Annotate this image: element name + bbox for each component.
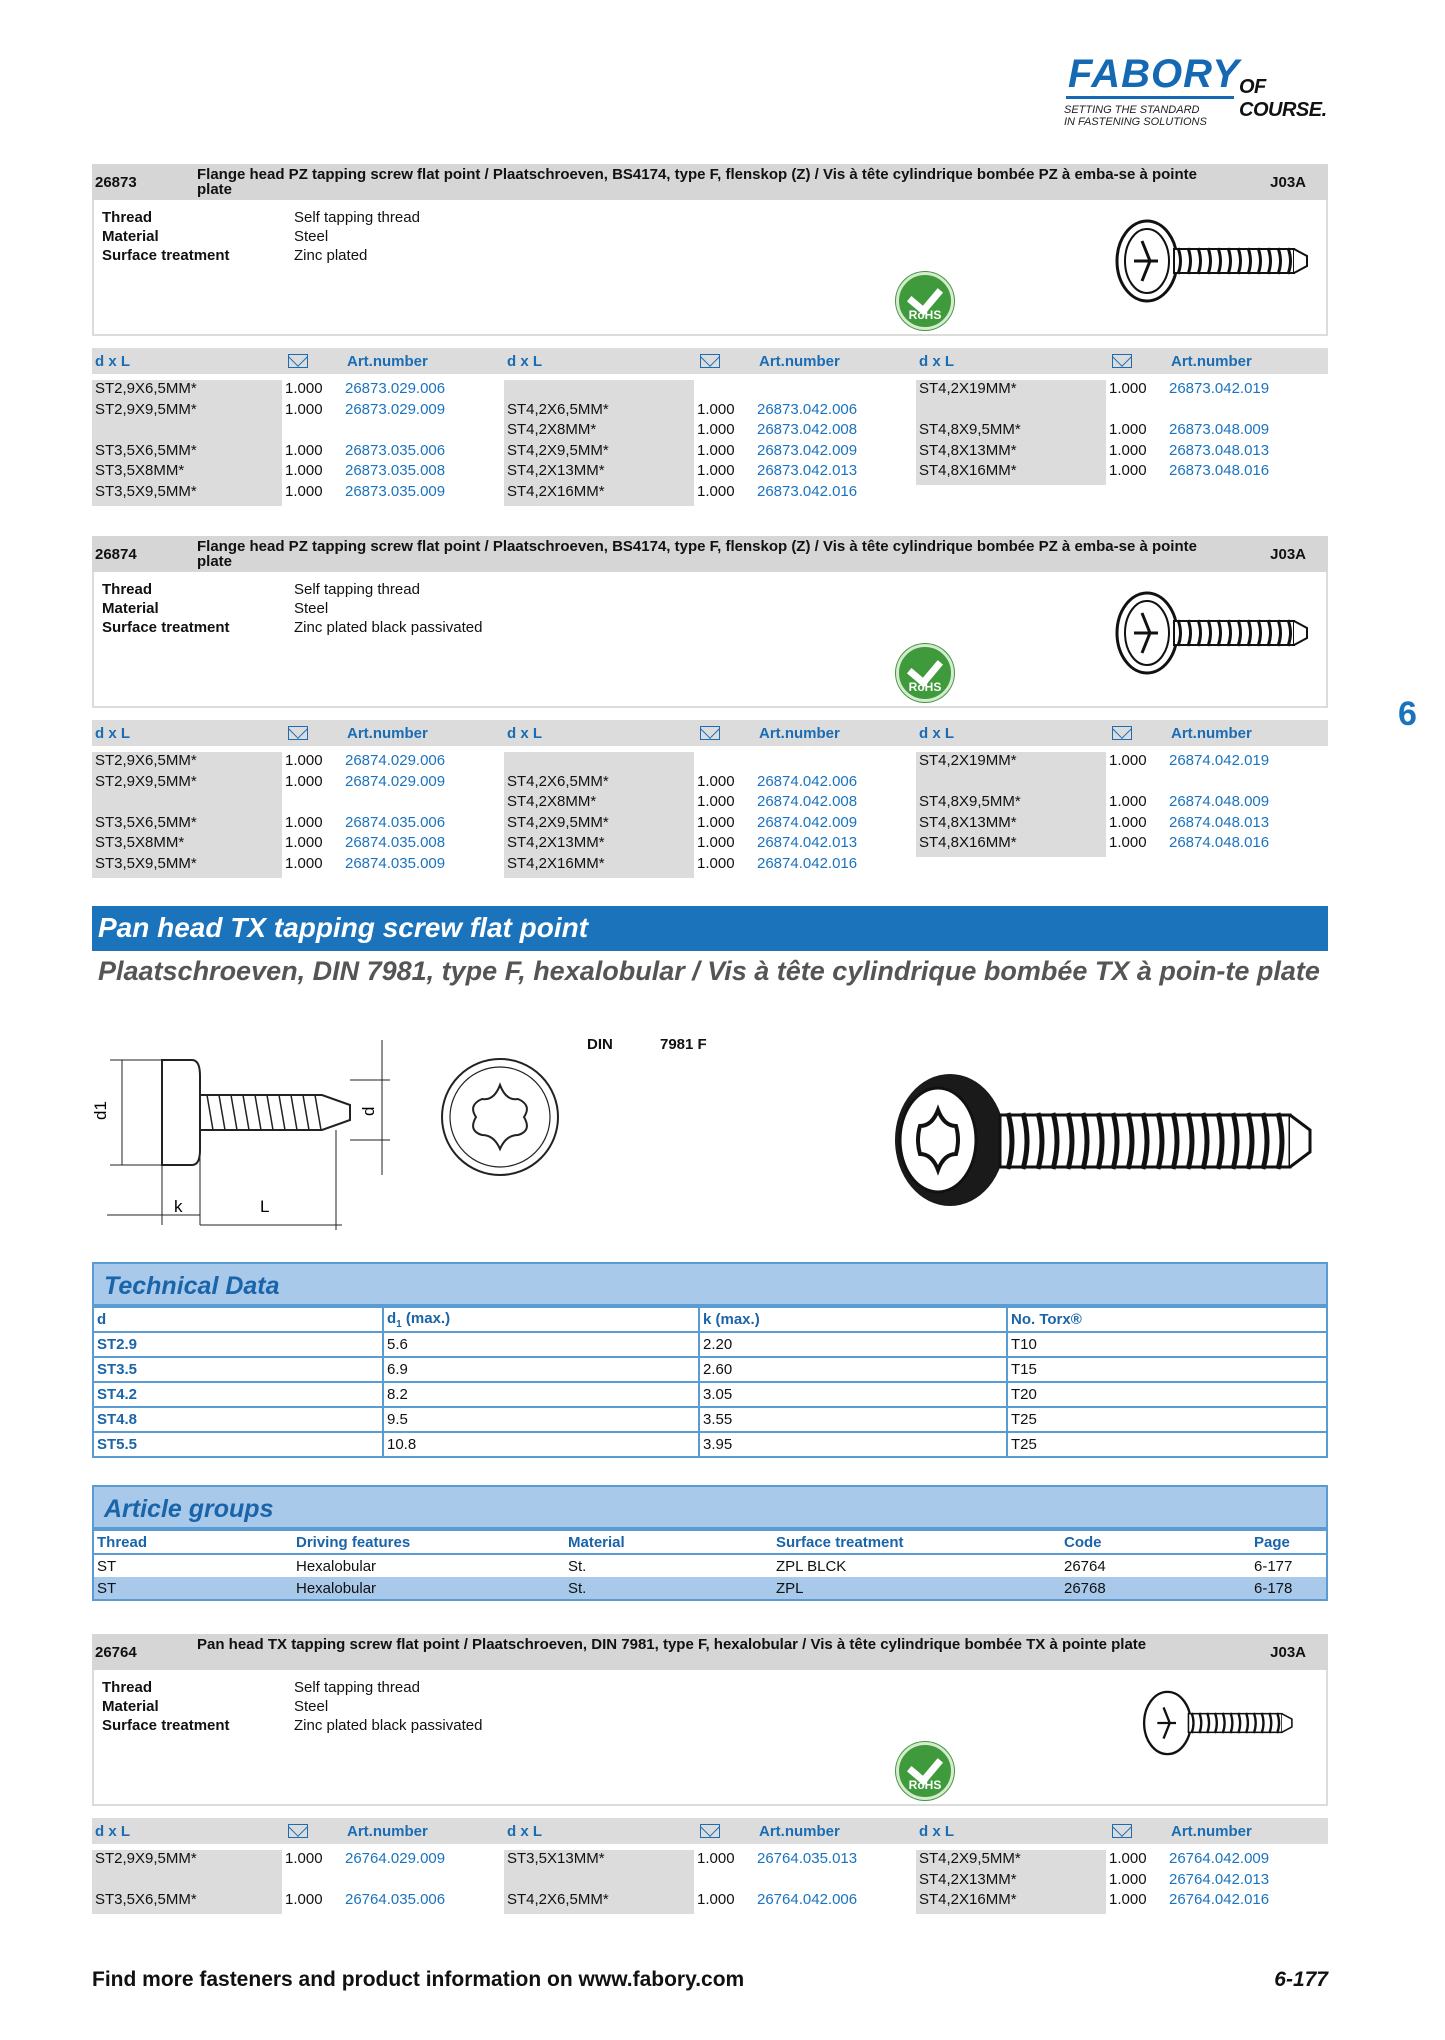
property-label: Surface treatment <box>102 247 230 264</box>
item-quantity: 1.000 <box>1109 1891 1147 1909</box>
tech-cell: 6.9 <box>383 1357 699 1382</box>
item-art-number-link[interactable]: 26873.048.009 <box>1169 421 1270 439</box>
ag-header: Page <box>1251 1530 1327 1554</box>
item-quantity: 1.000 <box>285 752 323 769</box>
item-size: ST4,2X13MM* <box>507 462 605 480</box>
ag-cell: Hexalobular <box>296 1557 377 1575</box>
item-quantity: 1.000 <box>697 772 735 790</box>
item-size: ST4,2X13MM* <box>507 834 605 852</box>
item-art-number-link[interactable]: 26764.035.013 <box>757 1850 858 1867</box>
product-header-26873 <box>92 164 1328 200</box>
technical-data-title: Technical Data <box>92 1262 1328 1306</box>
label-d: d <box>359 1106 378 1116</box>
item-size: ST4,2X16MM* <box>507 855 605 872</box>
tech-cell: 3.55 <box>699 1407 1007 1432</box>
listing-col-art: Art.number <box>759 725 840 742</box>
item-size: ST4,8X9,5MM* <box>919 793 1021 811</box>
rohs-label: RoHS <box>908 308 942 322</box>
item-art-number-link[interactable]: 26873.042.006 <box>757 400 858 418</box>
product-screw-image <box>1118 1688 1318 1763</box>
item-art-number-link[interactable]: 26874.035.008 <box>345 834 446 852</box>
envelope-icon <box>700 726 720 740</box>
item-art-number-link[interactable]: 26873.048.013 <box>1169 441 1270 459</box>
item-quantity: 1.000 <box>697 793 735 811</box>
item-size: ST4,2X9,5MM* <box>919 1850 1021 1867</box>
listing-col-art: Art.number <box>759 353 840 370</box>
item-size: ST3,5X8MM* <box>95 462 185 480</box>
chapter-tab: 6 <box>1398 695 1417 733</box>
item-size: ST3,5X6,5MM* <box>95 1891 197 1909</box>
item-art-number-link[interactable]: 26873.048.016 <box>1169 462 1270 480</box>
item-size: ST2,9X6,5MM* <box>95 752 197 769</box>
product-group-code: J03A <box>1270 1644 1306 1661</box>
item-size: ST2,9X9,5MM* <box>95 400 197 418</box>
item-art-number-link[interactable]: 26873.042.008 <box>757 421 858 439</box>
ag-cell: St. <box>568 1557 587 1575</box>
item-art-number-link[interactable]: 26874.048.016 <box>1169 834 1270 852</box>
property-label: Thread <box>102 1679 153 1696</box>
ag-cell: 26764 <box>1064 1557 1106 1575</box>
tech-row <box>93 1382 1327 1407</box>
item-size: ST4,2X9,5MM* <box>507 813 609 831</box>
item-quantity: 1.000 <box>285 380 323 397</box>
torx-head-view <box>438 1055 563 1180</box>
property-label: Surface treatment <box>102 619 230 636</box>
property-value: Zinc plated black passivated <box>294 1717 483 1734</box>
tech-cell: T25 <box>1007 1407 1327 1432</box>
listing-col-dxl: d x L <box>507 353 543 370</box>
item-art-number-link[interactable]: 26873.029.006 <box>345 380 446 397</box>
tech-cell: 10.8 <box>383 1432 699 1457</box>
property-value: Steel <box>294 1698 329 1715</box>
listing-col-dxl: d x L <box>919 1823 955 1840</box>
item-size: ST4,2X9,5MM* <box>507 441 609 459</box>
ag-header: Driving features <box>293 1530 565 1554</box>
item-quantity: 1.000 <box>697 1891 735 1909</box>
item-size: ST4,2X16MM* <box>507 483 605 500</box>
envelope-icon <box>288 1824 308 1838</box>
property-value: Self tapping thread <box>294 581 420 598</box>
property-value: Self tapping thread <box>294 1679 420 1696</box>
item-quantity: 1.000 <box>285 1891 323 1909</box>
item-quantity: 1.000 <box>285 400 323 418</box>
property-value: Self tapping thread <box>294 209 420 226</box>
ag-header: Thread <box>93 1530 293 1554</box>
product-title: Flange head PZ tapping screw flat point / Plaatschroeven, BS4174, type F, flenskop (Z) / Vis à tête cylindrique bombée PZ à emba-se à pointe plate <box>197 166 1197 198</box>
logo-suffix: OF COURSE. <box>1239 76 1327 121</box>
rohs-badge-icon <box>896 644 954 702</box>
item-quantity: 1.000 <box>285 772 323 790</box>
item-art-number-link[interactable]: 26874.048.013 <box>1169 813 1270 831</box>
pan-head-screw-photo <box>890 1070 1315 1210</box>
product-group-code: J03A <box>1270 174 1306 191</box>
item-quantity: 1.000 <box>285 834 323 852</box>
property-value: Steel <box>294 600 329 617</box>
item-quantity: 1.000 <box>1109 421 1147 439</box>
listing-col-art: Art.number <box>347 353 428 370</box>
property-label: Surface treatment <box>102 1717 230 1734</box>
item-size: ST4,8X13MM* <box>919 813 1017 831</box>
item-quantity: 1.000 <box>697 462 735 480</box>
ag-cell: Hexalobular <box>293 1577 565 1600</box>
envelope-icon <box>1112 1824 1132 1838</box>
article-groups-table <box>92 1529 1328 1601</box>
ag-header: Code <box>1061 1530 1251 1554</box>
item-quantity: 1.000 <box>1109 380 1147 397</box>
tech-cell: ST3.5 <box>93 1357 383 1382</box>
item-quantity: 1.000 <box>697 421 735 439</box>
section-title: Pan head TX tapping screw flat point <box>98 912 589 943</box>
tech-cell: 2.20 <box>699 1332 1007 1357</box>
tech-cell: 2.60 <box>699 1357 1007 1382</box>
listing-col-dxl: d x L <box>507 725 543 742</box>
item-size: ST4,2X13MM* <box>919 1870 1017 1888</box>
item-art-number-link[interactable]: 26874.035.006 <box>345 813 446 831</box>
label-L: L <box>260 1197 270 1216</box>
item-quantity: 1.000 <box>1109 441 1147 459</box>
section-subtitle: Plaatschroeven, DIN 7981, type F, hexalobular / Vis à tête cylindrique bombée TX à poin-te plate <box>98 956 1320 986</box>
din-label: DIN <box>587 1036 613 1053</box>
label-d1: d1 <box>92 1101 110 1120</box>
item-size: ST4,8X16MM* <box>919 834 1017 852</box>
item-art-number-link[interactable]: 26874.029.006 <box>345 752 446 769</box>
th-d1: $d_1$ (max.) <box>383 1307 699 1332</box>
listing-col-dxl: d x L <box>95 725 131 742</box>
ag-cell: St. <box>565 1577 773 1600</box>
item-size: ST3,5X6,5MM* <box>95 813 197 831</box>
envelope-icon <box>288 354 308 368</box>
envelope-icon <box>288 726 308 740</box>
item-quantity: 1.000 <box>1109 793 1147 811</box>
item-quantity: 1.000 <box>285 483 323 500</box>
property-value: Zinc plated black passivated <box>294 619 483 636</box>
item-art-number-link[interactable]: 26873.029.009 <box>345 400 446 418</box>
listing-header <box>92 1818 1328 1844</box>
listing-col-dxl: d x L <box>507 1823 543 1840</box>
product-code: 26764 <box>95 1644 137 1661</box>
th-d: d <box>93 1307 383 1332</box>
footer-text: Find more fasteners and product information on www.fabory.com <box>92 1968 745 1991</box>
tech-cell: ST5.5 <box>93 1432 383 1457</box>
listing-col-art: Art.number <box>347 1823 428 1840</box>
logo-underline <box>1066 96 1234 99</box>
tech-cell: 5.6 <box>383 1332 699 1357</box>
tech-row <box>93 1332 1327 1357</box>
ag-cell: ZPL <box>773 1577 1061 1600</box>
ag-cell: ZPL BLCK <box>776 1557 847 1575</box>
rohs-label: RoHS <box>908 1778 942 1792</box>
rohs-label: RoHS <box>908 680 942 694</box>
th-torx: No. Torx® <box>1007 1307 1327 1332</box>
item-quantity: 1.000 <box>1109 834 1147 852</box>
tech-cell: ST4.8 <box>93 1407 383 1432</box>
rohs-badge-icon <box>896 1742 954 1800</box>
product-header-26764 <box>92 1634 1328 1670</box>
listing-col-dxl: d x L <box>95 353 131 370</box>
tech-row <box>93 1407 1327 1432</box>
item-size: ST2,9X9,5MM* <box>95 1850 197 1867</box>
item-art-number-link[interactable]: 26764.042.006 <box>757 1891 858 1909</box>
property-value: Zinc plated <box>294 247 368 264</box>
tech-cell: ST4.2 <box>93 1382 383 1407</box>
product-title: Pan head TX tapping screw flat point / Plaatschroeven, DIN 7981, type F, hexalobular / Vis à tête cylindrique bombée TX à pointe plate <box>197 1636 1147 1653</box>
item-size: ST4,2X19MM* <box>919 752 1017 769</box>
item-size: ST4,8X13MM* <box>919 441 1017 459</box>
item-art-number-link[interactable]: 26764.029.009 <box>345 1850 446 1867</box>
product-title: Flange head PZ tapping screw flat point / Plaatschroeven, BS4174, type F, flenskop (Z) / Vis à tête cylindrique bombée PZ à emba-se à pointe plate <box>197 538 1197 570</box>
item-size: ST4,2X8MM* <box>507 793 597 811</box>
item-art-number-link[interactable]: 26873.042.013 <box>757 462 858 480</box>
item-art-number-link[interactable]: 26874.042.008 <box>757 793 858 811</box>
item-size: ST2,9X6,5MM* <box>95 380 197 397</box>
product-screw-image <box>1112 588 1312 683</box>
item-size: ST3,5X9,5MM* <box>95 855 197 872</box>
item-art-number-link[interactable]: 26874.035.009 <box>345 855 446 872</box>
item-quantity: 1.000 <box>1109 1870 1147 1888</box>
envelope-icon <box>1112 726 1132 740</box>
tech-cell: T10 <box>1007 1332 1327 1357</box>
item-quantity: 1.000 <box>697 834 735 852</box>
item-quantity: 1.000 <box>1109 752 1147 769</box>
tech-cell: 8.2 <box>383 1382 699 1407</box>
ag-header: Surface treatment <box>773 1530 1061 1554</box>
property-label: Material <box>102 600 159 617</box>
technical-drawing <box>92 1040 412 1235</box>
item-size: ST3,5X9,5MM* <box>95 483 197 500</box>
property-label: Material <box>102 228 159 245</box>
screw-dimension-drawing <box>92 1040 412 1235</box>
item-quantity: 1.000 <box>285 462 323 480</box>
listing-col-art: Art.number <box>1171 1823 1252 1840</box>
listing-header <box>92 720 1328 746</box>
item-art-number-link[interactable]: 26873.035.009 <box>345 483 446 500</box>
item-quantity: 1.000 <box>1109 813 1147 831</box>
th-k: k (max.) <box>699 1307 1007 1332</box>
property-label: Thread <box>102 581 153 598</box>
item-art-number-link[interactable]: 26874.042.019 <box>1169 752 1270 769</box>
product-code: 26873 <box>95 174 137 191</box>
item-size: ST4,2X16MM* <box>919 1891 1017 1909</box>
listing-col-dxl: d x L <box>919 353 955 370</box>
item-size: ST4,2X6,5MM* <box>507 772 609 790</box>
item-size: ST3,5X6,5MM* <box>95 441 197 459</box>
item-size: ST4,2X19MM* <box>919 380 1017 397</box>
listing-col-art: Art.number <box>759 1823 840 1840</box>
tech-cell: ST2.9 <box>93 1332 383 1357</box>
item-size: ST4,2X8MM* <box>507 421 597 439</box>
property-label: Material <box>102 1698 159 1715</box>
envelope-icon <box>1112 354 1132 368</box>
page-number: 6-177 <box>1274 1968 1328 1991</box>
item-art-number-link[interactable]: 26874.029.009 <box>345 772 446 790</box>
item-art-number-link[interactable]: 26873.035.008 <box>345 462 446 480</box>
item-art-number-link[interactable]: 26764.042.013 <box>1169 1870 1270 1888</box>
ag-cell: 26768 <box>1061 1577 1251 1600</box>
item-quantity: 1.000 <box>697 1850 735 1867</box>
item-size: ST2,9X9,5MM* <box>95 772 197 790</box>
item-quantity: 1.000 <box>697 400 735 418</box>
logo-tagline: SETTING THE STANDARD IN FASTENING SOLUTIONS <box>1064 104 1207 128</box>
item-size: ST4,2X6,5MM* <box>507 1891 609 1909</box>
item-art-number-link[interactable]: 26873.042.009 <box>757 441 858 459</box>
ag-header: Material <box>565 1530 773 1554</box>
property-value: Steel <box>294 228 329 245</box>
item-quantity: 1.000 <box>697 813 735 831</box>
article-group-row[interactable] <box>93 1554 1327 1577</box>
item-art-number-link[interactable]: 26764.042.009 <box>1169 1850 1270 1867</box>
product-group-code: J03A <box>1270 546 1306 563</box>
item-art-number-link[interactable]: 26764.035.006 <box>345 1891 446 1909</box>
envelope-icon <box>700 1824 720 1838</box>
listing-col-art: Art.number <box>347 725 428 742</box>
label-k: k <box>174 1197 183 1216</box>
product-screw-image <box>1112 216 1312 311</box>
item-quantity: 1.000 <box>285 441 323 459</box>
tech-cell: 3.05 <box>699 1382 1007 1407</box>
listing-header <box>92 348 1328 374</box>
item-quantity: 1.000 <box>285 813 323 831</box>
item-quantity: 1.000 <box>285 1850 323 1867</box>
listing-col-dxl: d x L <box>95 1823 131 1840</box>
tech-row <box>93 1357 1327 1382</box>
item-art-number-link[interactable]: 26873.042.016 <box>757 483 858 500</box>
item-art-number-link[interactable]: 26874.048.009 <box>1169 793 1270 811</box>
tech-cell: 3.95 <box>699 1432 1007 1457</box>
logo-brand: FABORY <box>1068 52 1240 96</box>
listing-col-art: Art.number <box>1171 725 1252 742</box>
article-group-row[interactable] <box>93 1577 1327 1600</box>
item-quantity: 1.000 <box>697 483 735 500</box>
item-art-number-link[interactable]: 26874.042.006 <box>757 772 858 790</box>
ag-cell: 6-178 <box>1251 1577 1327 1600</box>
item-size: ST4,2X6,5MM* <box>507 400 609 418</box>
ag-cell: ST <box>93 1577 293 1600</box>
tech-cell: T25 <box>1007 1432 1327 1457</box>
item-art-number-link[interactable]: 26873.035.006 <box>345 441 446 459</box>
technical-data-table <box>92 1306 1328 1458</box>
listing-col-dxl: d x L <box>919 725 955 742</box>
tech-cell: T20 <box>1007 1382 1327 1407</box>
product-header-26874 <box>92 536 1328 572</box>
item-quantity: 1.000 <box>1109 462 1147 480</box>
item-art-number-link[interactable]: 26874.042.016 <box>757 855 858 872</box>
item-art-number-link[interactable]: 26874.042.013 <box>757 834 858 852</box>
item-size: ST3,5X13MM* <box>507 1850 605 1867</box>
ag-cell: ST <box>97 1557 117 1575</box>
property-label: Thread <box>102 209 153 226</box>
item-quantity: 1.000 <box>285 855 323 872</box>
item-art-number-link[interactable]: 26764.042.016 <box>1169 1891 1270 1909</box>
fabory-logo <box>1062 52 1352 132</box>
listing-col-art: Art.number <box>1171 353 1252 370</box>
rohs-badge-icon <box>896 272 954 330</box>
section-title-bar <box>92 906 1328 951</box>
item-quantity: 1.000 <box>1109 1850 1147 1867</box>
tech-cell: 9.5 <box>383 1407 699 1432</box>
item-size: ST3,5X8MM* <box>95 834 185 852</box>
envelope-icon <box>700 354 720 368</box>
article-groups-title: Article groups <box>92 1485 1328 1529</box>
item-size: ST4,8X9,5MM* <box>919 421 1021 439</box>
item-art-number-link[interactable]: 26873.042.019 <box>1169 380 1270 397</box>
item-quantity: 1.000 <box>697 855 735 872</box>
ag-cell: 6-177 <box>1254 1557 1293 1575</box>
item-quantity: 1.000 <box>697 441 735 459</box>
product-code: 26874 <box>95 546 137 563</box>
tech-cell: T15 <box>1007 1357 1327 1382</box>
item-size: ST4,8X16MM* <box>919 462 1017 480</box>
item-art-number-link[interactable]: 26874.042.009 <box>757 813 858 831</box>
tech-row <box>93 1432 1327 1457</box>
din-value: 7981 F <box>660 1036 707 1053</box>
